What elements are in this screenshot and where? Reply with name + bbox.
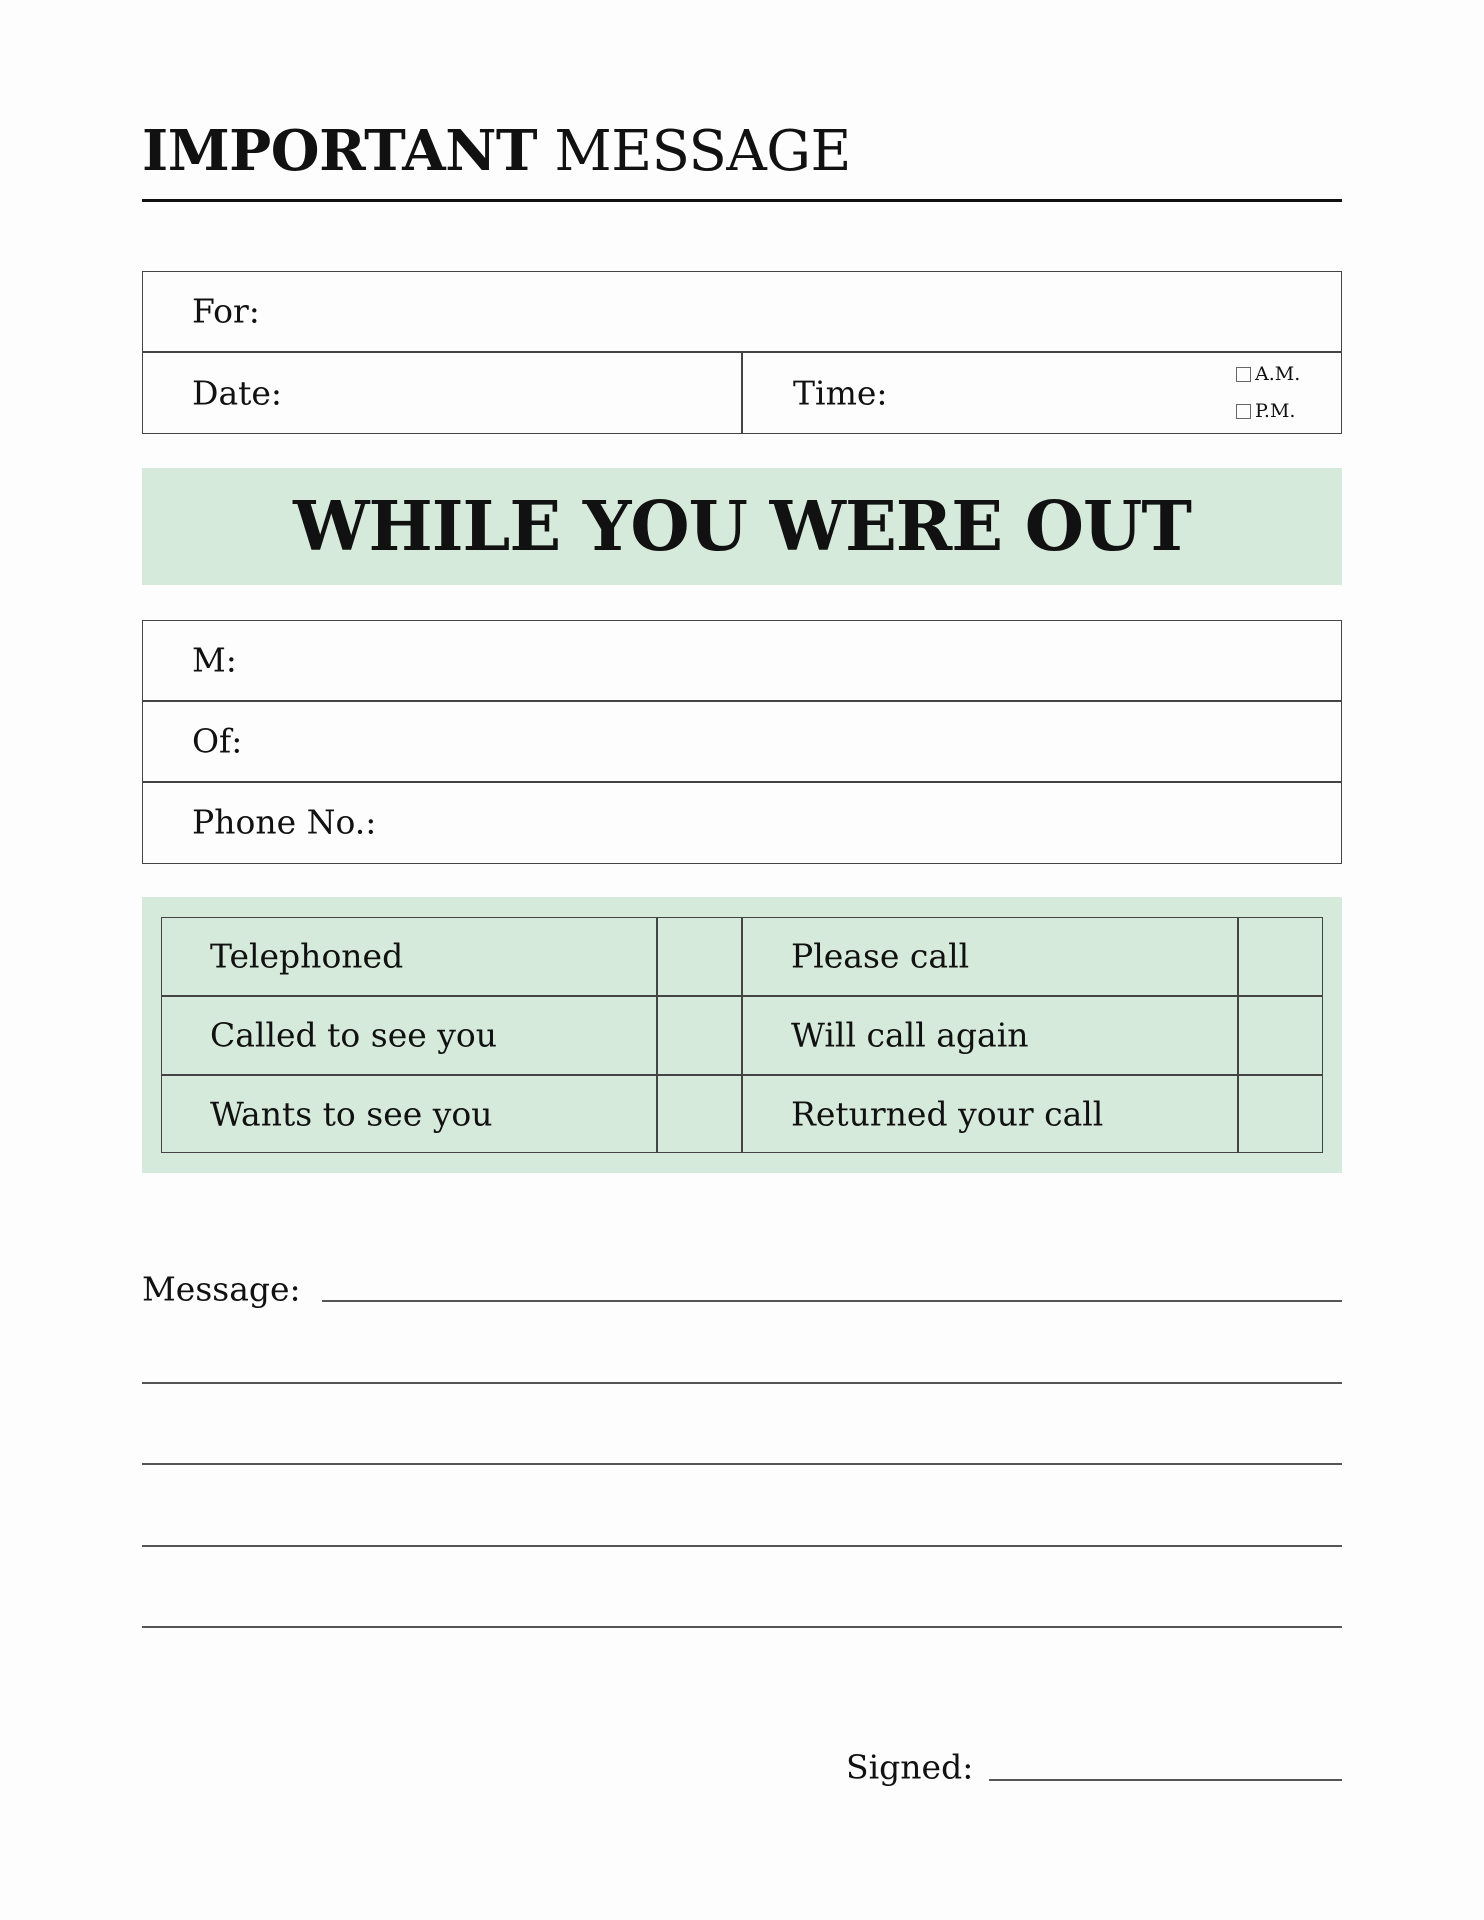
message-line[interactable] [322,1300,1342,1302]
am-checkbox[interactable] [1236,367,1251,382]
option-telephoned: Telephoned [210,936,404,976]
signed-label: Signed: [846,1747,974,1787]
wants-to-see-you-checkbox[interactable] [658,1076,740,1152]
signature-line[interactable] [989,1779,1342,1781]
phone-label: Phone No.: [192,802,377,842]
divider [741,917,743,1153]
please-call-checkbox[interactable] [1239,918,1322,995]
returned-your-call-checkbox[interactable] [1239,1076,1322,1152]
pm-option[interactable] [1236,400,1295,422]
time-label: Time: [793,373,888,413]
message-line[interactable] [142,1626,1342,1628]
for-label: For: [192,291,260,331]
while-you-were-out-banner [142,468,1342,585]
for-field[interactable] [142,271,1342,351]
am-label: A.M. [1255,363,1301,385]
title-divider [142,199,1342,202]
option-will-call-again: Will call again [791,1015,1029,1055]
option-called-to-see-you: Called to see you [210,1015,498,1055]
pm-label: P.M. [1255,400,1296,422]
message-line[interactable] [142,1463,1342,1465]
title-regular: MESSAGE [554,119,851,184]
pm-checkbox[interactable] [1236,404,1251,419]
banner-text: WHILE YOU WERE OUT [293,486,1191,567]
option-wants-to-see-you: Wants to see you [210,1094,493,1134]
title-bold: IMPORTANT [142,118,538,184]
of-label: Of: [192,721,243,761]
option-please-call: Please call [791,936,970,976]
of-field[interactable] [142,701,1342,781]
will-call-again-checkbox[interactable] [1239,997,1322,1074]
m-field[interactable] [142,620,1342,700]
page-title [142,118,851,184]
called-to-see-you-checkbox[interactable] [658,997,740,1074]
option-returned-your-call: Returned your call [791,1094,1104,1134]
message-line[interactable] [142,1545,1342,1547]
message-line[interactable] [142,1382,1342,1384]
telephoned-checkbox[interactable] [658,918,740,995]
date-label: Date: [192,373,283,413]
message-label: Message: [142,1269,301,1309]
am-option[interactable] [1236,363,1300,385]
m-label: M: [192,640,237,680]
